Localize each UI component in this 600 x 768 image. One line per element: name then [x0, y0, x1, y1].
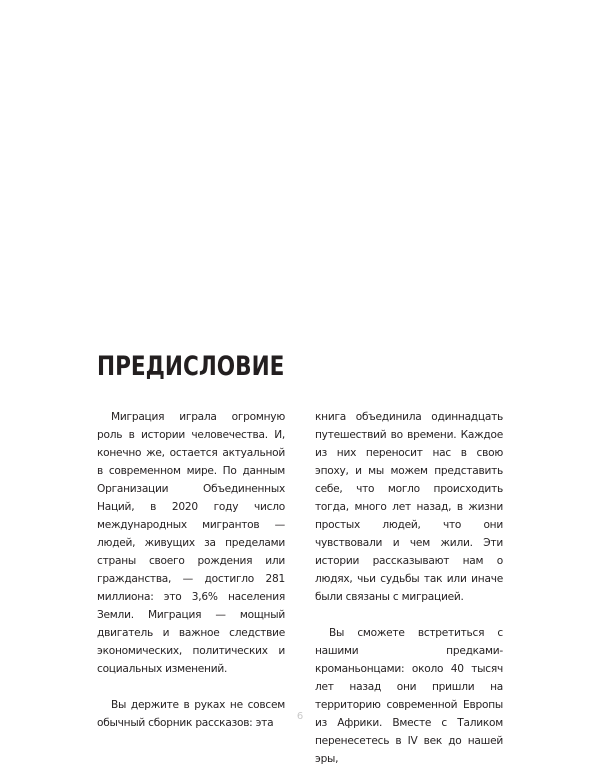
paragraph-collection-continued: книга объединила одиннадцать путешествий во времени. Каждое из них переносит нас в свою эпоху, и мы можем представить себе, что могло происходить тогда, много лет назад, в жизни простых людей, что они чувствовали и чем жили. Эти истории рассказывают нам о людях, чьи судьбы так или иначе были связаны с миграцией.	[315, 411, 503, 603]
paragraph-migration-intro: Миграция играла огромную роль в истории человечества. И, конечно же, остается актуальной в современном мире. По данным Организации Объединенных Наций, в 2020 году число международных мигрантов — людей, живущих за пределами страны своего рождения или гражданства, — достигло 281 миллиона: это 3,6% населения Земли. Миграция — мощный двигатель и важное следствие экономических, политических и социальных изменений.	[97, 411, 285, 675]
paragraph-cro-magnons: Вы сможете встретиться с нашими предками-кроманьонцами: около 40 тысяч лет назад они пришли на территорию современной Европы из Африки. Вместе с Таликом перенесетесь в IV век до нашей эры,	[315, 627, 503, 765]
page-title: ПРЕДИСЛОВИЕ	[97, 351, 285, 382]
text-column-left	[97, 408, 285, 732]
paragraph-collection-intro: Вы держите в руках не совсем обычный сборник рассказов: эта	[97, 699, 285, 729]
page-number: 6	[296, 711, 304, 722]
